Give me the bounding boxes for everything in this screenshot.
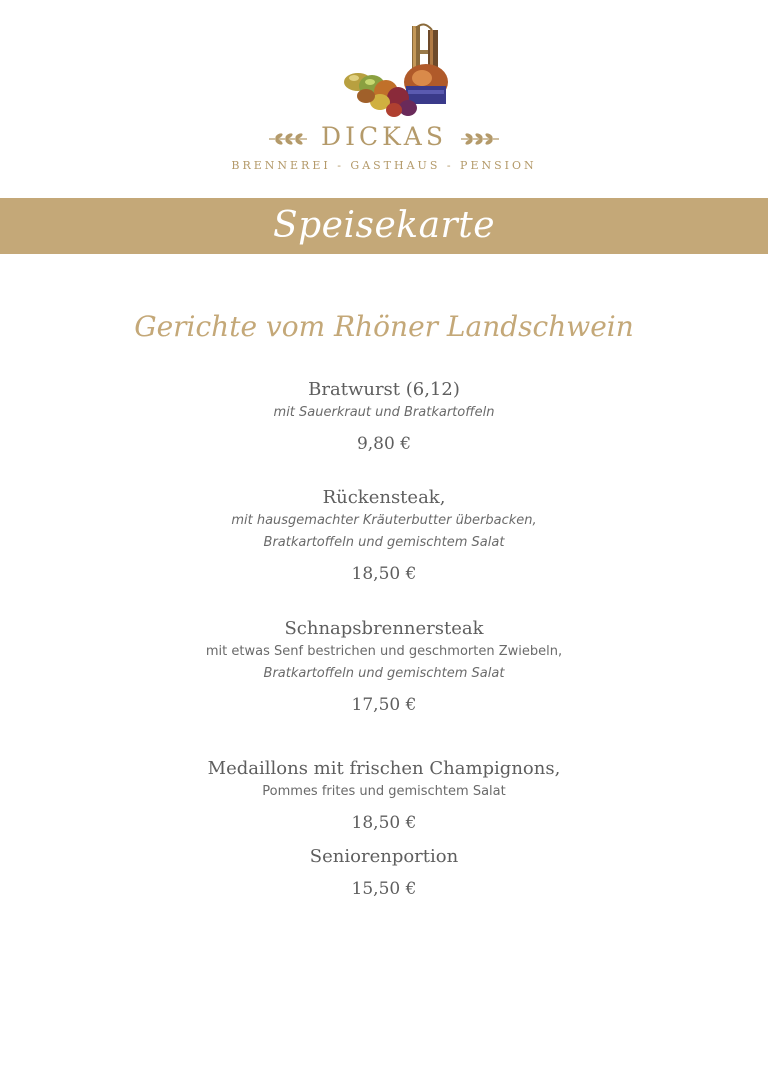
dish-name: Bratwurst (6,12) [308,379,460,400]
laurel-left-icon [267,131,309,147]
menu-banner [0,198,768,254]
dish-item [0,617,768,717]
dish-price: 17,50 € [351,695,417,715]
dish-price: 15,50 € [351,879,417,899]
dish-description: mit Sauerkraut und Bratkartoffeln [273,405,495,420]
dish-description: mit etwas Senf bestrichen und geschmorten Zwiebeln, [205,644,563,659]
dish-description: Bratkartoffeln und gemischtem Salat [263,535,505,550]
brand-heading [0,122,768,151]
dish-price: 9,80 € [356,434,412,454]
dish-name: Schnapsbrennersteak [284,618,484,639]
dish-description: Bratkartoffeln und gemischtem Salat [263,666,505,681]
dish-item [0,845,768,901]
distillery-logo-icon [336,20,456,130]
brand-name: DICKAS [321,122,447,151]
section-title: Gerichte vom Rhöner Landschwein [134,310,634,343]
dish-name: Seniorenportion [309,846,459,867]
dish-description: Pommes frites und gemischtem Salat [262,784,506,799]
dish-item [0,378,768,456]
brand-tagline: BRENNEREI - GASTHAUS - PENSION [231,159,537,172]
dish-name: Rückensteak, [322,487,446,508]
dish-price: 18,50 € [351,564,417,584]
dish-description: mit hausgemachter Kräuterbutter überbacken, [231,513,537,528]
dish-item [0,486,768,586]
banner-title: Speisekarte [272,205,496,246]
dish-price: 18,50 € [351,813,417,833]
dish-name: Medaillons mit frischen Champignons, [207,758,561,779]
laurel-right-icon [459,131,501,147]
dish-item [0,757,768,835]
